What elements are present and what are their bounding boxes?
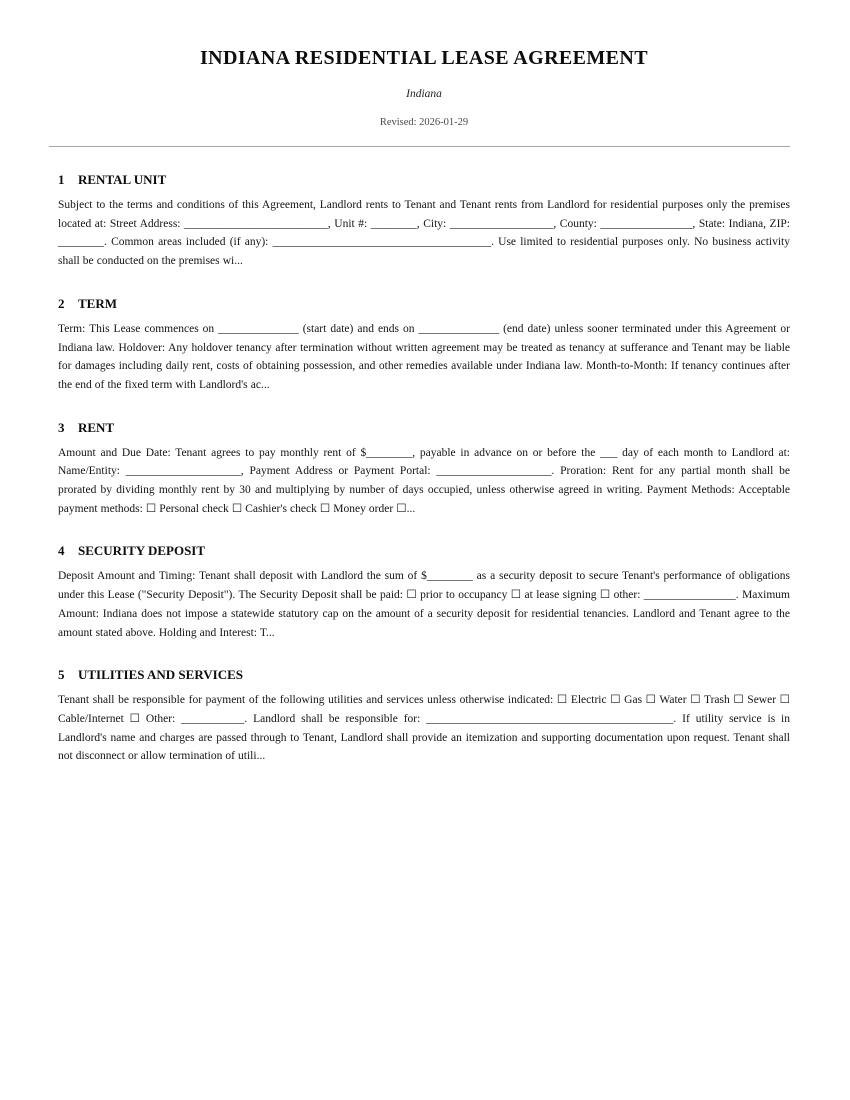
header-divider: [49, 146, 790, 147]
section-number: 2: [58, 295, 65, 311]
document-subtitle: Indiana: [406, 88, 442, 100]
section-number: 1: [58, 172, 65, 187]
section-number: 4: [58, 543, 65, 559]
section-body: Subject to the terms and conditions of this Agreement, Landlord rents to Tenant and Tenant rents from Landlord for residential purposes only the premises located at: Street Address: _________________________, Unit #: ________, City: __________________, County: ________________, State: Indiana, ZIP: ________. Common areas included (if any): ______________________________________. Use limited to residential purposes only. No business activity shall be conducted on the premises wi...: [58, 199, 790, 268]
section-number: 3: [58, 419, 65, 435]
section-rental-unit: [58, 173, 790, 271]
section-security-deposit: [58, 544, 790, 642]
section-rent: [58, 421, 790, 519]
section-heading: [58, 297, 790, 310]
section-body: Tenant shall be responsible for payment of the following utilities and services unless otherwise indicated: ☐ Electric ☐ Gas ☐ Water ☐ Trash ☐ Sewer ☐ Cable/Internet ☐ Other: ___________. Landlord shall be responsible for: ___________________________________________. If utility service is in Landlord's name and charges are passed through to Tenant, Landlord shall provide an itemization and supporting documentation upon request. Tenant shall not disconnect or allow termination of utili...: [58, 694, 790, 763]
section-body: Deposit Amount and Timing: Tenant shall deposit with Landlord the sum of $________ as a security deposit to secure Tenant's performance of obligations under this Lease ("Security Deposit"). The Security Deposit shall be paid: ☐ prior to occupancy ☐ at lease signing ☐ other: ________________. Maximum Amount: Indiana does not impose a statewide statutory cap on the amount of a security deposit for residential tenancies. Landlord and Tenant agree to the amount stated above. Holding and Interest: T...: [58, 570, 790, 639]
section-heading: [58, 173, 790, 186]
document-title: INDIANA RESIDENTIAL LEASE AGREEMENT: [199, 47, 648, 69]
section-term: [58, 297, 790, 395]
section-body: Amount and Due Date: Tenant agrees to pay monthly rent of $________, payable in advance on or before the ___ day of each month to Landlord at: Name/Entity: ____________________, Payment Address or Payment Portal: ____________________. Proration: Rent for any partial month shall be prorated by dividing monthly rent by 30 and multiplying by number of days occupied, unless otherwise agreed in writing. Payment Methods: Acceptable payment methods: ☐ Personal check ☐ Cashier's check ☐ Money order ☐...: [58, 446, 790, 515]
document-header: [58, 48, 790, 147]
section-title: RENT: [78, 419, 115, 435]
section-title: SECURITY DEPOSIT: [78, 543, 206, 559]
section-heading: [58, 668, 790, 681]
section-title: UTILITIES AND SERVICES: [78, 667, 243, 683]
section-title: RENTAL UNIT: [78, 172, 167, 187]
section-body: Term: This Lease commences on ______________ (start date) and ends on ______________ (end date) unless sooner terminated under this Agreement or Indiana law. Holdover: Any holdover tenancy after termination without written agreement may be treated as tenancy at sufferance and Tenant may be liable for damages including daily rent, costs of obtaining possession, and other remedies available under Indiana law. Month-to-Month: If tenancy continues after the end of the fixed term with Landlord's ac...: [58, 322, 790, 391]
section-number: 5: [58, 667, 65, 683]
section-title: TERM: [78, 295, 117, 311]
section-utilities-and-services: [58, 668, 790, 766]
revised-date: Revised: 2026-01-29: [379, 116, 469, 128]
section-heading: [58, 421, 790, 434]
section-heading: [58, 544, 790, 557]
